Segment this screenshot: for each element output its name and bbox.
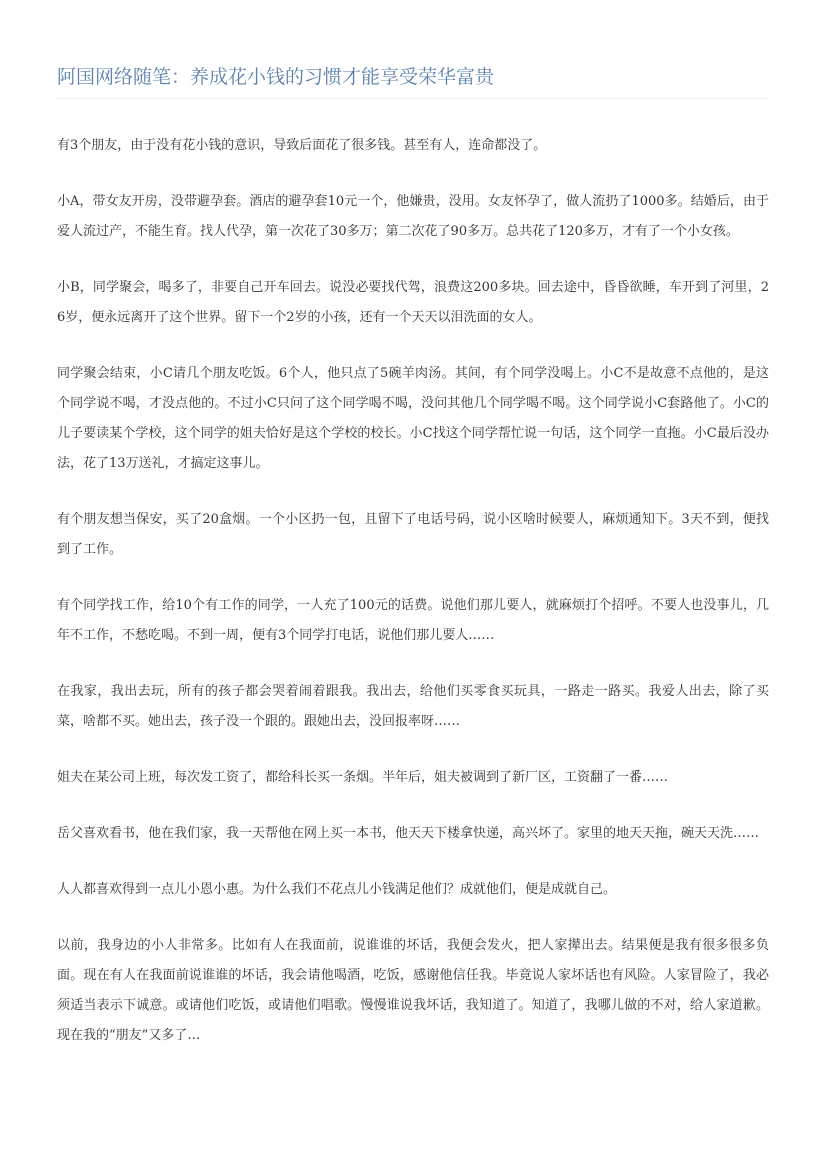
- paragraph: 在我家，我出去玩，所有的孩子都会哭着闹着跟我。我出去，给他们买零食买玩具，一路走一路买。我爱人出去，除了买菜，啥都不买。她出去，孩子没一个跟的。跟她出去，没回报率呀……: [57, 684, 769, 729]
- paragraph: 同学聚会结束，小C请几个朋友吃饭。6个人，他只点了5碗羊肉汤。其间，有个同学没喝上。小C不是故意不点他的，是这个同学说不喝，才没点他的。不过小C只问了这个同学喝不喝，没问其他几个同学喝不喝。这个同学说小C套路他了。小C的儿子要读某个学校，这个同学的姐夫恰好是这个学校的校长。小C找这个同学帮忙说一句话，这个同学一直拖。小C最后没办法，花了13万送礼，才搞定这事儿。: [57, 366, 769, 471]
- paragraph: 小B，同学聚会，喝多了，非要自己开车回去。说没必要找代驾，浪费这200多块。回去途中，昏昏欲睡，车开到了河里，26岁，便永远离开了这个世界。留下一个2岁的小孩，还有一个天天以泪洗面的女人。: [57, 280, 769, 325]
- title-divider: [57, 98, 769, 99]
- article-title: 阿国网络随笔：养成花小钱的习惯才能享受荣华富贵: [57, 66, 495, 88]
- paragraph: 人人都喜欢得到一点儿小恩小惠。为什么我们不花点儿小钱满足他们？成就他们，便是成就自己。: [57, 882, 617, 897]
- paragraph: 有个同学找工作，给10个有工作的同学，一人充了100元的话费。说他们那儿要人，就麻烦打个招呼。不要人也没事儿，几年不工作，不愁吃喝。不到一周，便有3个同学打电话，说他们那儿要人……: [57, 598, 769, 643]
- paragraph: 有3个朋友，由于没有花小钱的意识，导致后面花了很多钱。甚至有人，连命都没了。: [57, 138, 547, 153]
- paragraph: 以前，我身边的小人非常多。比如有人在我面前，说谁谁的坏话，我便会发火，把人家撵出去。结果便是我有很多很多负面。现在有人在我面前说谁谁的坏话，我会请他喝酒，吃饭，感谢他信任我。毕竟说人家坏话也有风险。人家冒险了，我必须适当表示下诚意。或请他们吃饭，或请他们唱歌。慢慢谁说我坏话，我知道了。知道了，我哪儿做的不对，给人家道歉。现在我的“朋友”又多了…: [57, 938, 769, 1043]
- article-body: [57, 131, 769, 1077]
- paragraph: 小A，带女友开房，没带避孕套。酒店的避孕套10元一个，他嫌贵，没用。女友怀孕了，做人流扔了1000多。结婚后，由于爱人流过产，不能生育。找人代孕，第一次花了30多万；第二次花了90多万。总共花了120多万，才有了一个小女孩。: [57, 194, 769, 239]
- paragraph: 岳父喜欢看书，他在我们家，我一天帮他在网上买一本书，他天天下楼拿快递，高兴坏了。家里的地天天拖，碗天天洗……: [57, 826, 760, 841]
- paragraph: 有个朋友想当保安，买了20盒烟。一个小区扔一包，且留下了电话号码，说小区啥时候要人，麻烦通知下。3天不到，便找到了工作。: [57, 512, 769, 557]
- paragraph: 姐夫在某公司上班，每次发工资了，都给科长买一条烟。半年后，姐夫被调到了新厂区，工资翻了一番……: [57, 770, 669, 785]
